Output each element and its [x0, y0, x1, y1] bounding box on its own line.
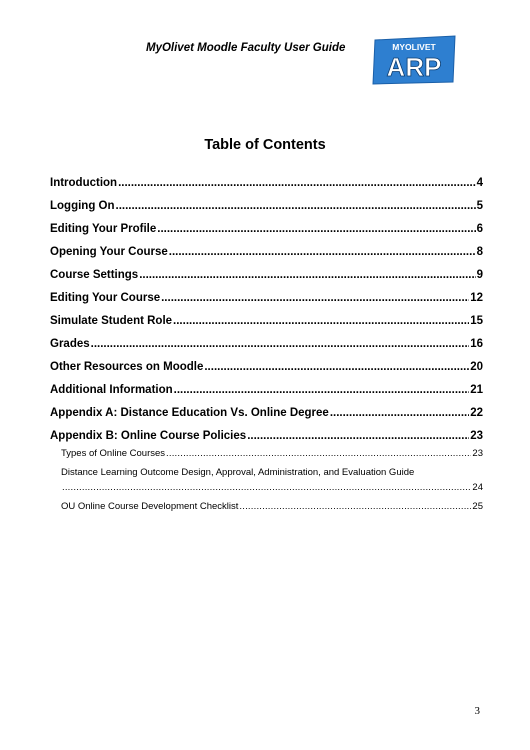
page-number: 3: [474, 705, 480, 717]
toc-entry-course-settings[interactable]: Course Settings ..... 9: [50, 269, 483, 281]
toc-entry-ou-checklist[interactable]: OU Online Course Development Checklist ..... 25: [61, 501, 483, 512]
running-header: MyOlivet Moodle Faculty User Guide: [146, 42, 346, 54]
toc-entry-other-resources[interactable]: Other Resources on Moodle ..... 20: [50, 361, 483, 373]
toc-entry-opening-course[interactable]: Opening Your Course ..... 8: [50, 246, 483, 258]
toc-entry-editing-course[interactable]: Editing Your Course ..... 12: [50, 292, 483, 304]
logo-line1: MYOLIVET: [392, 42, 436, 52]
toc-entry-distance-learning-label[interactable]: Distance Learning Outcome Design, Approval, Administration, and Evaluation Guide: [61, 467, 415, 478]
logo-line2: ARP: [386, 52, 442, 82]
myolivet-arp-logo: [369, 34, 459, 86]
toc-entry-introduction[interactable]: Introduction ..... 4: [50, 177, 483, 189]
toc-title: Table of Contents: [204, 137, 326, 153]
toc-entry-appendix-b[interactable]: Appendix B: Online Course Policies ..... 23: [50, 430, 483, 442]
toc-entry-distance-learning[interactable]: ..... 24: [61, 482, 483, 493]
toc-entry-logging-on[interactable]: Logging On ..... 5: [50, 200, 483, 212]
toc-entry-simulate-student[interactable]: Simulate Student Role ..... 15: [50, 315, 483, 327]
toc-entry-additional-info[interactable]: Additional Information ..... 21: [50, 384, 483, 396]
toc-entry-editing-profile[interactable]: Editing Your Profile ..... 6: [50, 223, 483, 235]
toc-entry-grades[interactable]: Grades ..... 16: [50, 338, 483, 350]
toc-entry-types-online-courses[interactable]: Types of Online Courses ..... 23: [61, 448, 483, 459]
toc-entry-appendix-a[interactable]: Appendix A: Distance Education Vs. Online Degree ..... 22: [50, 407, 483, 419]
